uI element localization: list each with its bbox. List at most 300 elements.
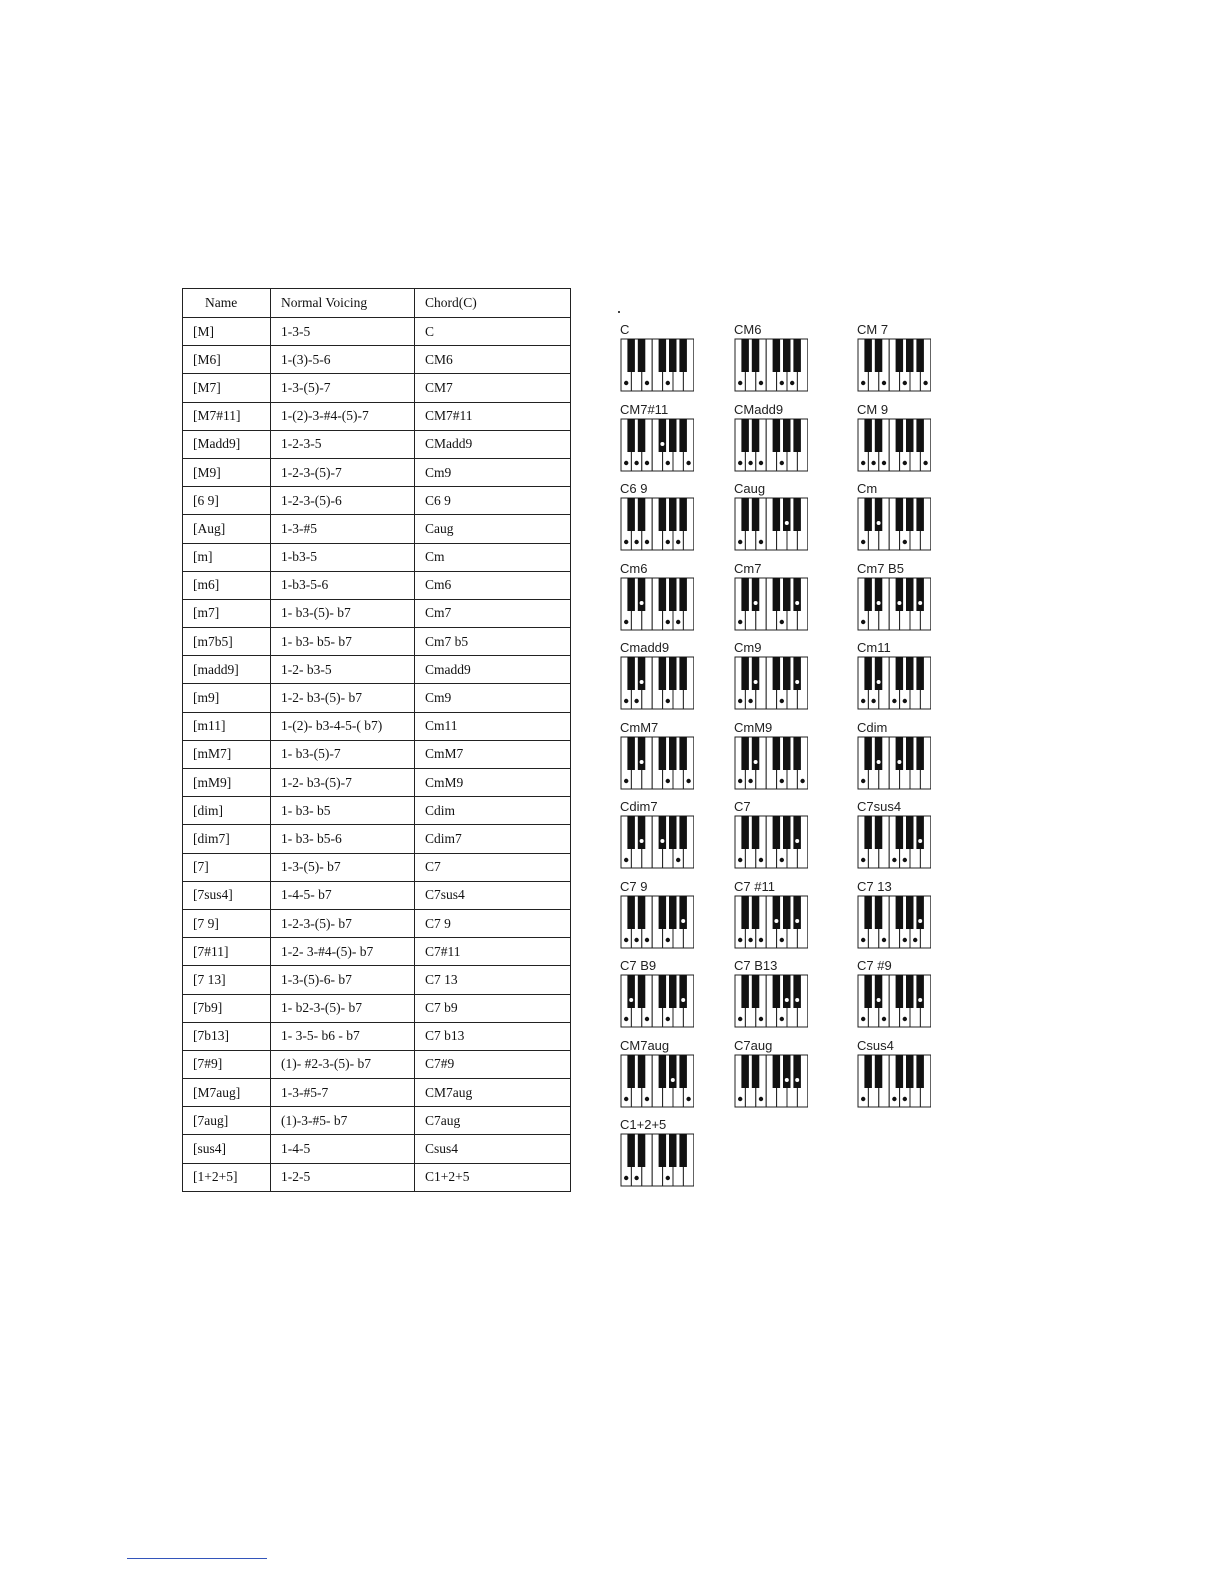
black-key bbox=[638, 498, 646, 531]
note-marker bbox=[624, 1017, 628, 1021]
note-marker bbox=[800, 778, 804, 782]
black-key bbox=[783, 339, 791, 372]
chord-cell: CmM9 bbox=[415, 769, 571, 797]
black-key bbox=[896, 975, 904, 1008]
black-key bbox=[793, 578, 801, 611]
voicing-cell: 1-3-#5 bbox=[271, 515, 415, 543]
black-key bbox=[741, 419, 749, 452]
chord-name-cell: [m] bbox=[183, 543, 271, 571]
voicing-cell: 1-2- b3-(5)- b7 bbox=[271, 684, 415, 712]
note-marker bbox=[897, 760, 901, 764]
chord-cell: Cm9 bbox=[415, 684, 571, 712]
black-key bbox=[752, 975, 760, 1008]
black-key bbox=[773, 975, 781, 1008]
chord-name-cell: [sus4] bbox=[183, 1135, 271, 1163]
note-marker bbox=[780, 1017, 784, 1021]
note-marker bbox=[861, 778, 865, 782]
voicing-cell: 1-2- 3-#4-(5)- b7 bbox=[271, 938, 415, 966]
diagram-label: C7 #11 bbox=[734, 878, 775, 894]
diagram-label: Csus4 bbox=[857, 1037, 894, 1053]
note-marker bbox=[738, 778, 742, 782]
black-key bbox=[638, 737, 646, 770]
note-marker bbox=[666, 937, 670, 941]
diagram-label: Cdim bbox=[857, 719, 888, 735]
note-marker bbox=[903, 1096, 907, 1100]
chord-name-cell: [M7] bbox=[183, 374, 271, 402]
note-marker bbox=[634, 937, 638, 941]
chord-name-cell: [7sus4] bbox=[183, 881, 271, 909]
note-marker bbox=[780, 699, 784, 703]
chord-cell: C7aug bbox=[415, 1107, 571, 1135]
keyboard-diagram bbox=[620, 482, 698, 554]
chord-cell: Caug bbox=[415, 515, 571, 543]
diagram-label: C7aug bbox=[734, 1037, 773, 1053]
note-marker bbox=[759, 937, 763, 941]
chord-cell: Cm6 bbox=[415, 571, 571, 599]
note-marker bbox=[795, 601, 799, 605]
note-marker bbox=[882, 460, 886, 464]
black-key bbox=[875, 1055, 883, 1088]
note-marker bbox=[877, 680, 881, 684]
note-marker bbox=[681, 919, 685, 923]
diagram-label: C7 #9 bbox=[857, 958, 892, 973]
black-key bbox=[896, 737, 904, 770]
black-key bbox=[627, 896, 635, 929]
note-marker bbox=[795, 919, 799, 923]
black-key bbox=[638, 1055, 646, 1088]
note-marker bbox=[861, 699, 865, 703]
note-marker bbox=[645, 1096, 649, 1100]
chord-name-cell: [dim7] bbox=[183, 825, 271, 853]
black-key bbox=[783, 578, 791, 611]
note-marker bbox=[861, 937, 865, 941]
note-marker bbox=[640, 680, 644, 684]
chord-cell: CM7aug bbox=[415, 1079, 571, 1107]
note-marker bbox=[624, 460, 628, 464]
black-key bbox=[638, 975, 646, 1008]
piano-keys-icon bbox=[734, 338, 808, 392]
note-marker bbox=[877, 601, 881, 605]
black-key bbox=[864, 419, 872, 452]
note-marker bbox=[795, 839, 799, 843]
diagram-label: CM7#11 bbox=[620, 401, 669, 417]
chord-cell: C7 b13 bbox=[415, 1022, 571, 1050]
keyboard-diagram bbox=[734, 959, 812, 1031]
keyboard-diagram bbox=[734, 562, 812, 634]
black-key bbox=[741, 578, 749, 611]
black-key bbox=[627, 816, 635, 849]
note-marker bbox=[645, 540, 649, 544]
note-marker bbox=[903, 460, 907, 464]
black-key bbox=[659, 419, 667, 452]
black-key bbox=[669, 578, 677, 611]
black-key bbox=[906, 1055, 914, 1088]
chord-cell: CM7#11 bbox=[415, 402, 571, 430]
black-key bbox=[783, 657, 791, 690]
black-key bbox=[627, 1134, 635, 1167]
voicing-cell: 1-b3-5-6 bbox=[271, 571, 415, 599]
note-marker bbox=[686, 778, 690, 782]
piano-keys-icon bbox=[857, 1054, 931, 1108]
black-key bbox=[896, 419, 904, 452]
note-marker bbox=[666, 699, 670, 703]
note-marker bbox=[686, 1096, 690, 1100]
diagram-label: C7 B9 bbox=[620, 958, 657, 973]
chord-cell: Csus4 bbox=[415, 1135, 571, 1163]
black-key bbox=[773, 498, 781, 531]
black-key bbox=[916, 975, 924, 1008]
keyboard-diagram bbox=[620, 641, 698, 713]
note-marker bbox=[634, 699, 638, 703]
note-marker bbox=[871, 460, 875, 464]
black-key bbox=[741, 896, 749, 929]
piano-keys-icon bbox=[620, 815, 694, 869]
black-key bbox=[916, 896, 924, 929]
piano-keys-icon bbox=[620, 974, 694, 1028]
black-key bbox=[896, 896, 904, 929]
piano-keys-icon bbox=[734, 418, 808, 472]
note-marker bbox=[785, 1078, 789, 1082]
note-marker bbox=[903, 937, 907, 941]
keyboard-diagram bbox=[857, 403, 935, 475]
diagram-label: Cdim7 bbox=[620, 799, 658, 814]
black-key bbox=[906, 657, 914, 690]
black-key bbox=[659, 816, 667, 849]
black-key bbox=[896, 578, 904, 611]
black-key bbox=[864, 816, 872, 849]
chord-name-cell: [mM7] bbox=[183, 740, 271, 768]
keyboard-diagram bbox=[857, 800, 935, 872]
black-key bbox=[741, 737, 749, 770]
note-marker bbox=[780, 619, 784, 623]
note-marker bbox=[624, 699, 628, 703]
note-marker bbox=[624, 937, 628, 941]
note-marker bbox=[913, 937, 917, 941]
chord-name-cell: [m11] bbox=[183, 712, 271, 740]
note-marker bbox=[897, 601, 901, 605]
chord-name-cell: [7aug] bbox=[183, 1107, 271, 1135]
voicing-cell: (1)-3-#5- b7 bbox=[271, 1107, 415, 1135]
black-key bbox=[916, 1055, 924, 1088]
black-key bbox=[773, 896, 781, 929]
note-marker bbox=[861, 540, 865, 544]
note-marker bbox=[624, 1176, 628, 1180]
black-key bbox=[627, 1055, 635, 1088]
black-key bbox=[752, 1055, 760, 1088]
black-key bbox=[669, 339, 677, 372]
note-marker bbox=[738, 460, 742, 464]
chord-cell: Cmadd9 bbox=[415, 656, 571, 684]
note-marker bbox=[903, 1017, 907, 1021]
keyboard-diagram bbox=[620, 800, 698, 872]
note-marker bbox=[738, 1017, 742, 1021]
note-marker bbox=[877, 521, 881, 525]
piano-keys-icon bbox=[734, 1054, 808, 1108]
chord-name-cell: [m7] bbox=[183, 599, 271, 627]
piano-keys-icon bbox=[857, 577, 931, 631]
keyboard-diagram bbox=[620, 1118, 698, 1190]
black-key bbox=[783, 975, 791, 1008]
note-marker bbox=[795, 998, 799, 1002]
diagram-label: CmM7 bbox=[620, 719, 659, 735]
note-marker bbox=[754, 760, 758, 764]
black-key bbox=[906, 816, 914, 849]
voicing-cell: 1-2-5 bbox=[271, 1163, 415, 1191]
black-key bbox=[916, 578, 924, 611]
keyboard-diagram bbox=[620, 323, 698, 395]
diagram-label: CM7aug bbox=[620, 1037, 670, 1053]
keyboard-diagram bbox=[857, 1039, 935, 1111]
piano-keys-icon bbox=[734, 736, 808, 790]
piano-keys-icon bbox=[857, 815, 931, 869]
note-marker bbox=[923, 460, 927, 464]
chord-name-cell: [7b13] bbox=[183, 1022, 271, 1050]
piano-keys-icon bbox=[734, 815, 808, 869]
voicing-cell: 1-2- b3-(5)-7 bbox=[271, 769, 415, 797]
black-key bbox=[659, 1055, 667, 1088]
black-key bbox=[659, 975, 667, 1008]
black-key bbox=[793, 339, 801, 372]
note-marker bbox=[861, 460, 865, 464]
voicing-cell: 1-3-(5)-7 bbox=[271, 374, 415, 402]
black-key bbox=[896, 657, 904, 690]
note-marker bbox=[748, 699, 752, 703]
black-key bbox=[741, 657, 749, 690]
black-key bbox=[783, 896, 791, 929]
black-key bbox=[669, 1134, 677, 1167]
voicing-cell: 1- b3- b5-6 bbox=[271, 825, 415, 853]
black-key bbox=[783, 737, 791, 770]
black-key bbox=[752, 657, 760, 690]
note-marker bbox=[882, 1017, 886, 1021]
voicing-cell: 1-2- b3-5 bbox=[271, 656, 415, 684]
black-key bbox=[638, 896, 646, 929]
voicing-cell: 1- b3- b5 bbox=[271, 797, 415, 825]
chord-name-cell: [7#11] bbox=[183, 938, 271, 966]
note-marker bbox=[676, 540, 680, 544]
note-marker bbox=[877, 760, 881, 764]
voicing-cell: 1-2-3-5 bbox=[271, 430, 415, 458]
note-marker bbox=[759, 540, 763, 544]
note-marker bbox=[748, 937, 752, 941]
piano-keys-icon bbox=[620, 736, 694, 790]
black-key bbox=[741, 498, 749, 531]
black-key bbox=[627, 578, 635, 611]
note-marker bbox=[861, 381, 865, 385]
piano-keys-icon bbox=[734, 497, 808, 551]
black-key bbox=[659, 657, 667, 690]
black-key bbox=[906, 339, 914, 372]
black-key bbox=[679, 896, 687, 929]
diagram-label: C bbox=[620, 322, 630, 337]
voicing-cell: 1-2-3-(5)-7 bbox=[271, 458, 415, 486]
keyboard-diagram bbox=[734, 323, 812, 395]
black-key bbox=[896, 498, 904, 531]
keyboard-diagram bbox=[857, 880, 935, 952]
black-key bbox=[627, 657, 635, 690]
diagram-label: CM 9 bbox=[857, 401, 889, 417]
voicing-cell: 1-2-3-(5)- b7 bbox=[271, 909, 415, 937]
keyboard-diagram bbox=[734, 641, 812, 713]
diagram-label: Cm6 bbox=[620, 560, 648, 576]
note-marker bbox=[780, 778, 784, 782]
chord-cell: Cdim bbox=[415, 797, 571, 825]
piano-keys-icon bbox=[857, 418, 931, 472]
chord-cell: Cdim7 bbox=[415, 825, 571, 853]
black-key bbox=[906, 737, 914, 770]
piano-keys-icon bbox=[734, 577, 808, 631]
piano-keys-icon bbox=[620, 1054, 694, 1108]
voicing-cell: 1- b3-(5)-7 bbox=[271, 740, 415, 768]
black-key bbox=[864, 657, 872, 690]
note-marker bbox=[676, 619, 680, 623]
piano-keys-icon bbox=[620, 656, 694, 710]
black-key bbox=[906, 975, 914, 1008]
chord-cell: CMadd9 bbox=[415, 430, 571, 458]
note-marker bbox=[918, 601, 922, 605]
note-marker bbox=[645, 1017, 649, 1021]
black-key bbox=[669, 657, 677, 690]
note-marker bbox=[666, 619, 670, 623]
black-key bbox=[627, 498, 635, 531]
black-key bbox=[773, 1055, 781, 1088]
column-header-name: Name bbox=[183, 289, 271, 318]
black-key bbox=[875, 339, 883, 372]
note-marker bbox=[624, 381, 628, 385]
chord-cell: C7#9 bbox=[415, 1050, 571, 1078]
keyboard-diagram bbox=[734, 403, 812, 475]
piano-keys-icon bbox=[734, 974, 808, 1028]
black-key bbox=[793, 816, 801, 849]
black-key bbox=[864, 578, 872, 611]
black-key bbox=[627, 975, 635, 1008]
black-key bbox=[906, 896, 914, 929]
black-key bbox=[875, 975, 883, 1008]
chord-cell: C6 9 bbox=[415, 487, 571, 515]
black-key bbox=[679, 737, 687, 770]
note-marker bbox=[645, 381, 649, 385]
note-marker bbox=[624, 619, 628, 623]
keyboard-diagram bbox=[857, 959, 935, 1031]
note-marker bbox=[738, 540, 742, 544]
note-marker bbox=[738, 619, 742, 623]
black-key bbox=[773, 339, 781, 372]
note-marker bbox=[892, 858, 896, 862]
black-key bbox=[875, 578, 883, 611]
voicing-cell: 1- 3-5- b6 - b7 bbox=[271, 1022, 415, 1050]
note-marker bbox=[738, 937, 742, 941]
diagram-label: Cm bbox=[857, 481, 878, 496]
voicing-cell: 1-4-5 bbox=[271, 1135, 415, 1163]
black-key bbox=[793, 1055, 801, 1088]
black-key bbox=[679, 339, 687, 372]
note-marker bbox=[892, 699, 896, 703]
chord-cell: CM6 bbox=[415, 346, 571, 374]
black-key bbox=[773, 657, 781, 690]
diagram-label: Cmadd9 bbox=[620, 640, 670, 655]
chord-name-cell: [m6] bbox=[183, 571, 271, 599]
note-marker bbox=[634, 540, 638, 544]
black-key bbox=[627, 419, 635, 452]
note-marker bbox=[645, 937, 649, 941]
diagram-label: C7 B13 bbox=[734, 958, 778, 973]
black-key bbox=[793, 896, 801, 929]
note-marker bbox=[780, 460, 784, 464]
note-marker bbox=[676, 858, 680, 862]
piano-keys-icon bbox=[857, 895, 931, 949]
chord-name-cell: [Aug] bbox=[183, 515, 271, 543]
note-marker bbox=[634, 1176, 638, 1180]
black-key bbox=[659, 578, 667, 611]
note-marker bbox=[660, 839, 664, 843]
voicing-cell: 1-2-3-(5)-6 bbox=[271, 487, 415, 515]
black-key bbox=[783, 816, 791, 849]
chord-cell: C7 b9 bbox=[415, 994, 571, 1022]
keyboard-diagram bbox=[857, 482, 935, 554]
black-key bbox=[669, 737, 677, 770]
footnote-rule bbox=[127, 1558, 267, 1559]
black-key bbox=[679, 498, 687, 531]
note-marker bbox=[780, 937, 784, 941]
diagram-label: C7 13 bbox=[857, 878, 892, 894]
chord-cell: Cm bbox=[415, 543, 571, 571]
black-key bbox=[752, 419, 760, 452]
black-key bbox=[679, 816, 687, 849]
black-key bbox=[896, 816, 904, 849]
black-key bbox=[916, 816, 924, 849]
black-key bbox=[669, 1055, 677, 1088]
note-marker bbox=[780, 381, 784, 385]
chord-cell: Cm7 bbox=[415, 599, 571, 627]
chord-name-cell: [6 9] bbox=[183, 487, 271, 515]
chord-name-cell: [M7aug] bbox=[183, 1079, 271, 1107]
piano-keys-icon bbox=[620, 577, 694, 631]
voicing-cell: 1- b2-3-(5)- b7 bbox=[271, 994, 415, 1022]
black-key bbox=[669, 816, 677, 849]
chord-name-cell: [M6] bbox=[183, 346, 271, 374]
keyboard-diagram bbox=[734, 482, 812, 554]
black-key bbox=[773, 816, 781, 849]
diagram-label: C1+2+5 bbox=[620, 1117, 667, 1132]
black-key bbox=[669, 896, 677, 929]
black-key bbox=[627, 339, 635, 372]
note-marker bbox=[738, 858, 742, 862]
black-key bbox=[896, 1055, 904, 1088]
black-key bbox=[916, 339, 924, 372]
diagram-label: Caug bbox=[734, 481, 766, 496]
note-marker bbox=[754, 601, 758, 605]
note-marker bbox=[666, 460, 670, 464]
black-key bbox=[783, 498, 791, 531]
black-key bbox=[864, 737, 872, 770]
black-key bbox=[669, 419, 677, 452]
note-marker bbox=[634, 460, 638, 464]
note-marker bbox=[666, 1176, 670, 1180]
note-marker bbox=[759, 381, 763, 385]
note-marker bbox=[882, 381, 886, 385]
note-marker bbox=[748, 778, 752, 782]
keyboard-diagram bbox=[734, 721, 812, 793]
note-marker bbox=[640, 839, 644, 843]
note-marker bbox=[871, 699, 875, 703]
chord-cell: CmM7 bbox=[415, 740, 571, 768]
piano-keys-icon bbox=[734, 656, 808, 710]
black-key bbox=[793, 737, 801, 770]
chord-cell: C7#11 bbox=[415, 938, 571, 966]
piano-keys-icon bbox=[857, 656, 931, 710]
chord-name-cell: [M9] bbox=[183, 458, 271, 486]
black-key bbox=[773, 737, 781, 770]
